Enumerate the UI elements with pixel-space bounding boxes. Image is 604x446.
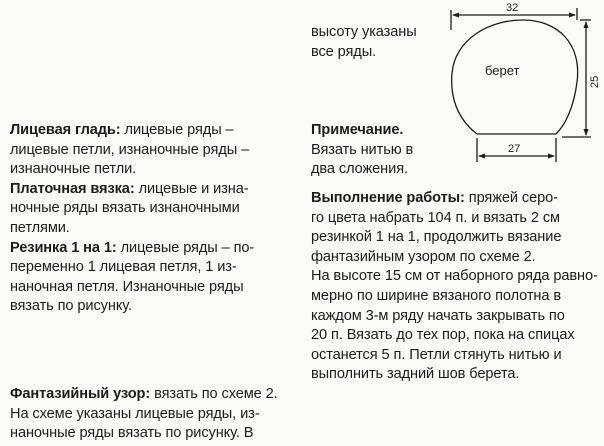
work-line-1: Выполнение работы: пряжей серо-: [311, 190, 558, 206]
beret-label: берет: [485, 63, 520, 78]
stockinette-line-3: изнаночные петли.: [10, 161, 137, 178]
beret-schematic-svg: [410, 0, 604, 175]
bottom-dim-arrow-left: [478, 154, 485, 159]
work-line-5: На высоте 15 см от наборного ряда равно-: [311, 268, 598, 285]
right-dim-arrow-bottom: [584, 129, 589, 136]
stitch-definitions: [10, 121, 254, 317]
bottom-dim-arrow-right: [548, 154, 555, 159]
rib-line-4: вязать по рисунку.: [10, 298, 132, 315]
work-line-4: фантазийным узором по схеме 2.: [311, 248, 536, 265]
garter-line-1: Платочная вязка: лицевые и изна-: [10, 180, 249, 197]
work-line-8: 20 п. Вязать до тех пор, пока на спицах: [311, 327, 575, 344]
garter-line-3: петлями.: [10, 219, 70, 236]
rib-title: Резинка 1 на 1:: [10, 239, 117, 256]
work-title: Выполнение работы:: [311, 190, 465, 206]
note-line-2: два сложения.: [311, 161, 408, 178]
intro-line-2: все ряды.: [311, 43, 377, 60]
fancy-title: Фантазийный узор:: [10, 386, 151, 402]
work-line-3: резинкой 1 на 1, продолжить вязание: [311, 229, 562, 246]
rib-line-2: переменно 1 лицевая петля, 1 из-: [10, 259, 237, 276]
garter-title: Платочная вязка:: [10, 180, 135, 197]
intro-continuation: [311, 23, 417, 62]
stockinette-title: Лицевая гладь:: [10, 122, 121, 138]
top-width-label: 32: [506, 2, 519, 14]
beret-diagram: [410, 0, 604, 175]
work-line-2: го цвета набрать 104 п. и вязать 2 см: [311, 209, 560, 226]
fancy-line-1: Фантазийный узор: вязать по схеме 2.: [10, 386, 278, 402]
fancy-line-3: наночные ряды вязать по рисунку. В: [10, 425, 254, 442]
fancy-line-2: На схеме указаны лицевые ряды, из-: [10, 405, 260, 422]
top-dim-arrow-left: [452, 13, 459, 18]
note-line-1: Вязать нитью в: [311, 141, 414, 158]
note-title: Примечание.: [311, 122, 404, 138]
work-instructions: [311, 189, 598, 385]
work-line-9: останется 5 п. Петли стянуть нитью и: [311, 346, 562, 363]
work-line-7: каждом 3-м ряду начать закрывать по: [311, 307, 565, 324]
garter-line-2: ночные ряды вязать изнаночными: [10, 200, 240, 217]
height-label: 25: [589, 75, 601, 88]
rib-line-3: наночная петля. Изнаночные ряды: [10, 278, 244, 295]
intro-line-1: высоту указаны: [311, 24, 417, 40]
fancy-pattern-section: [10, 385, 278, 444]
stockinette-line-2: лицевые петли, изнаночные ряды –: [10, 141, 250, 158]
work-line-6: мерно по ширине вязаного полотна в: [311, 287, 562, 304]
bottom-width-label: 27: [508, 143, 521, 155]
top-dim-arrow-right: [569, 13, 576, 18]
note-section: [311, 121, 413, 180]
rib-line-1: Резинка 1 на 1: лицевые ряды – по-: [10, 239, 255, 256]
right-dim-arrow-top: [584, 21, 589, 28]
stockinette-line-1: Лицевая гладь: лицевые ряды –: [10, 122, 234, 138]
work-line-10: выполнить задний шов берета.: [311, 366, 520, 383]
